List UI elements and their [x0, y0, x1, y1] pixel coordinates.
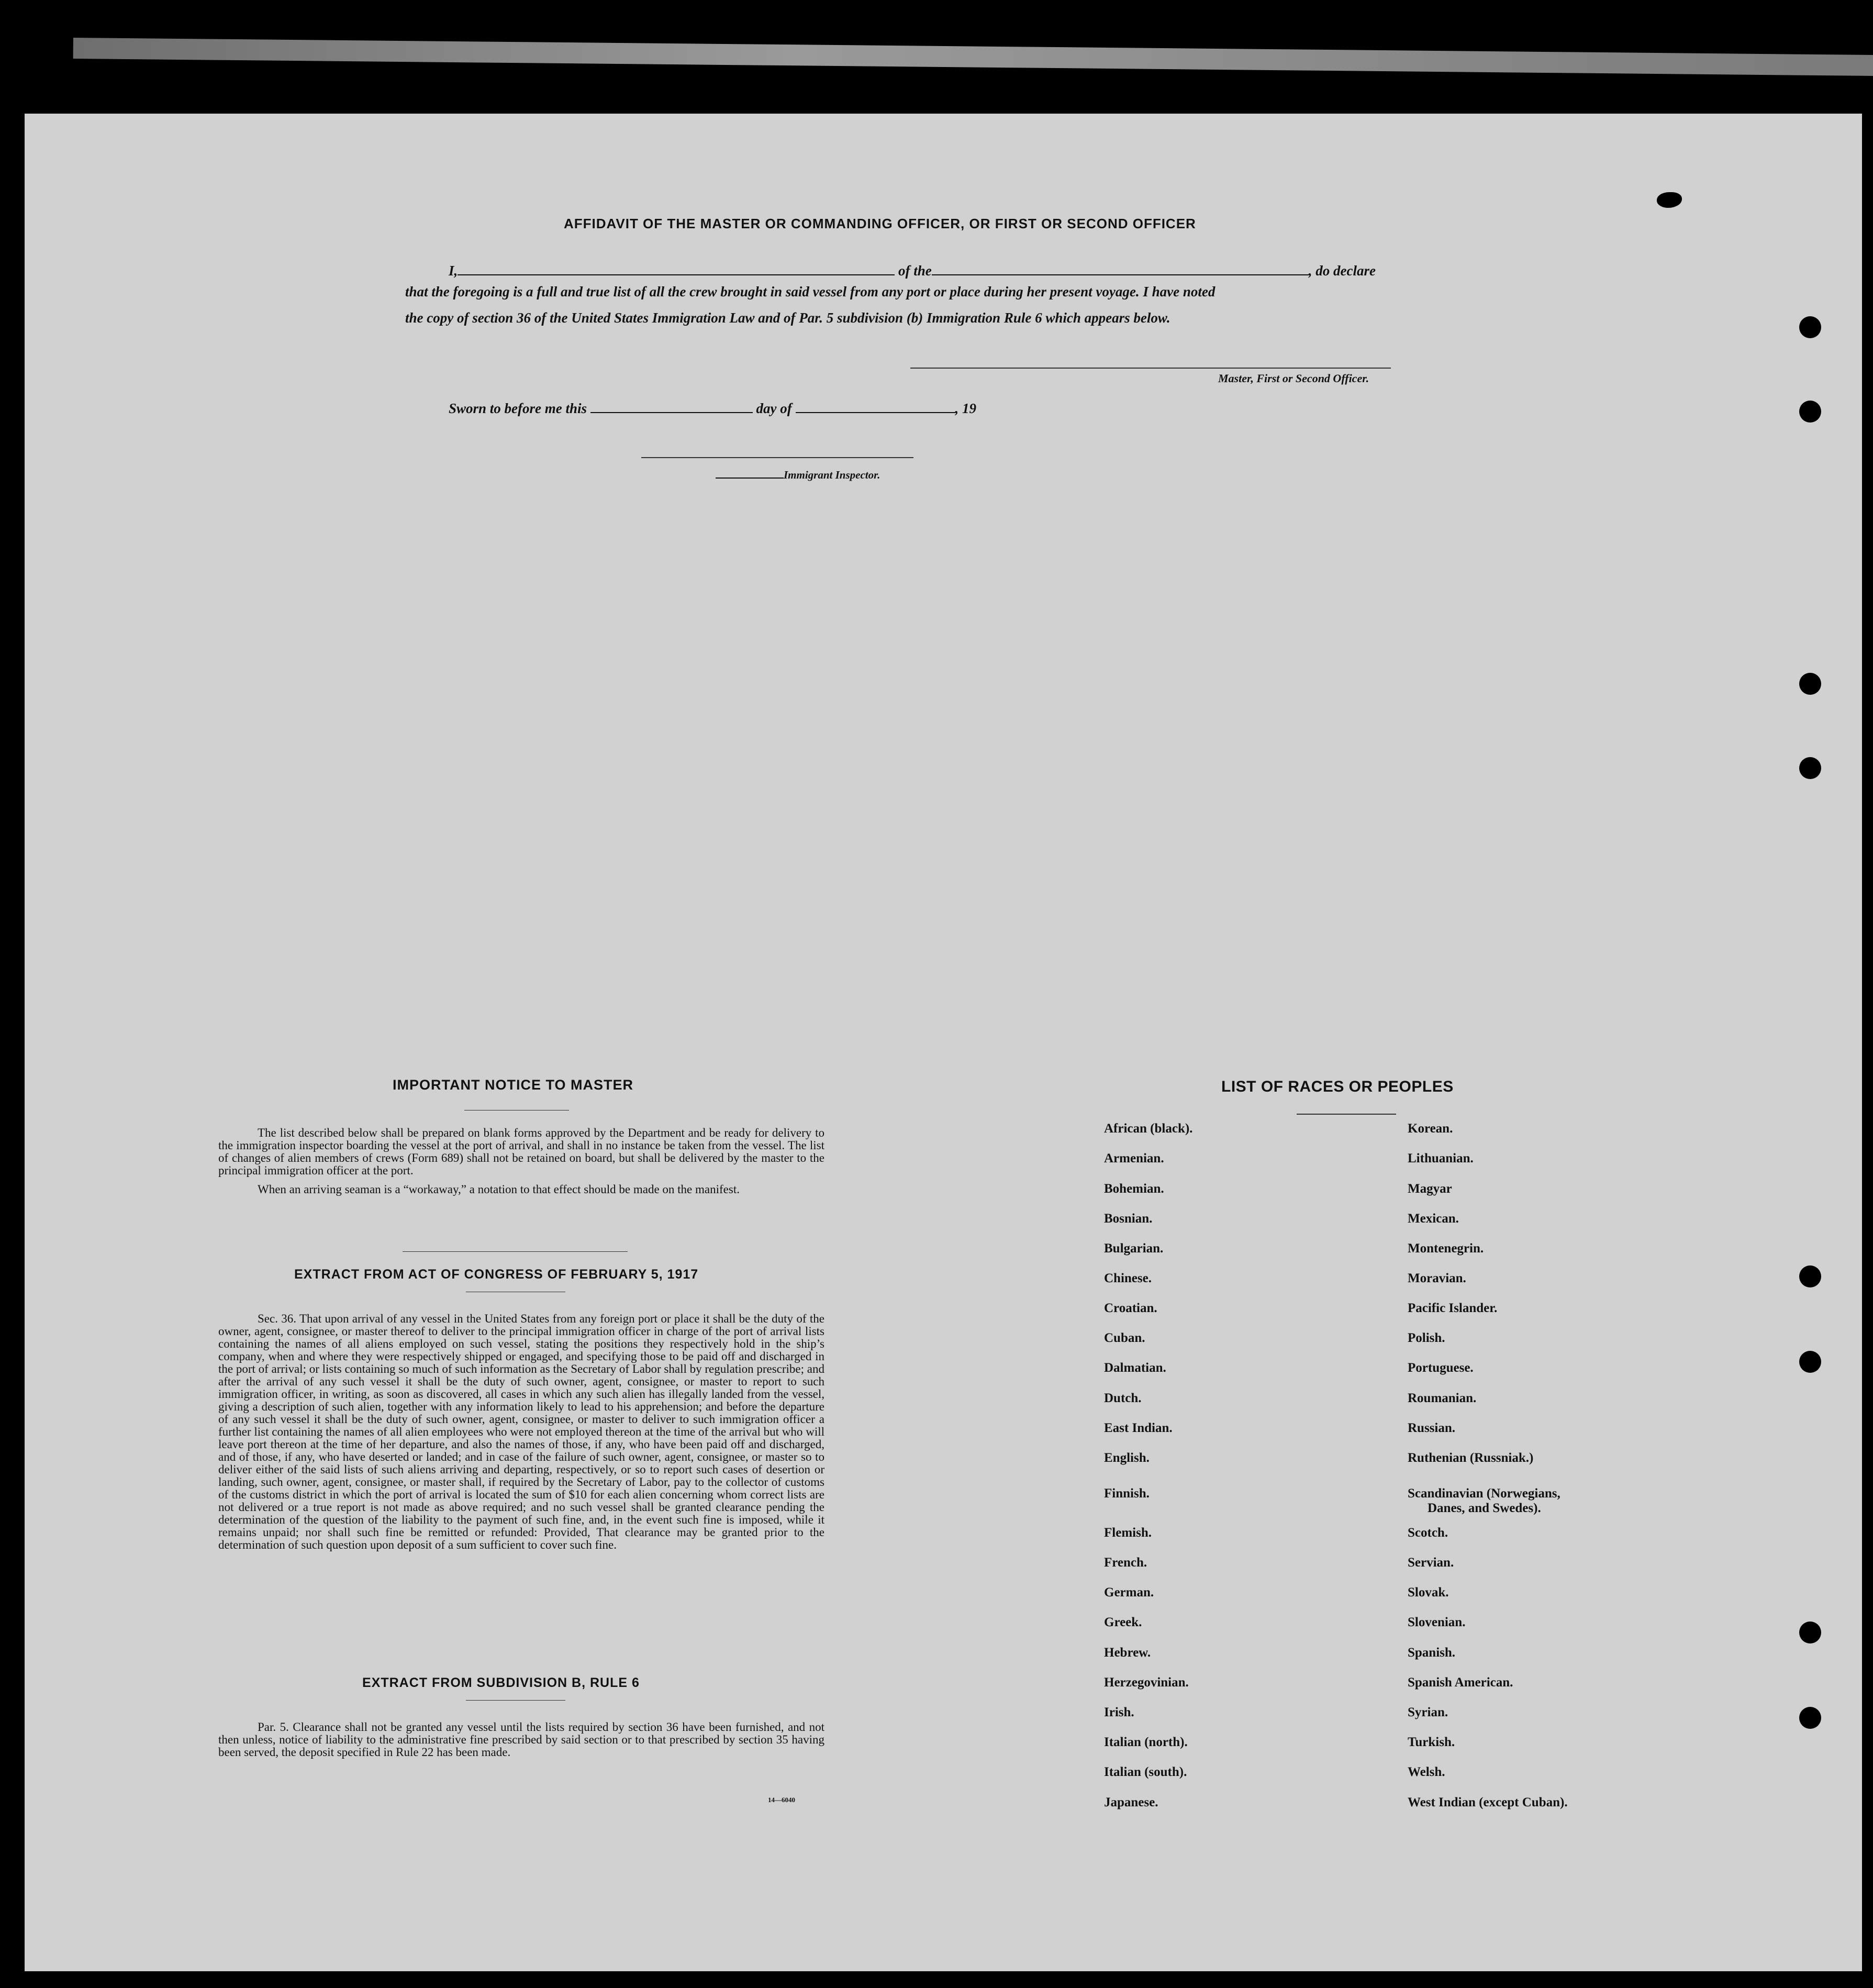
race-left-item: Irish. [1104, 1705, 1134, 1719]
i-label: I, [449, 263, 458, 279]
race-right-item: Russian. [1408, 1421, 1456, 1435]
notice-para-1: The list described below shall be prepared on blank forms approved by the Department and be ready for delivery to the immigration inspector boarding the vessel at the port of arrival, and shall in no instance be taken from the vessel. The list of changes of alien members of crews (Form 689) shall not be retained on board, but shall be delivered by the master to the principal immigration officer at the port. [218, 1126, 824, 1177]
name-blank[interactable] [458, 263, 895, 275]
punch-hole [1799, 1622, 1821, 1643]
race-left-item: Bosnian. [1104, 1212, 1153, 1226]
race-right-item: Montenegrin. [1408, 1241, 1484, 1256]
inspector-label-line [716, 469, 880, 482]
punch-hole [1799, 1265, 1821, 1287]
form-sheet [25, 114, 1862, 1971]
race-left-item: Greek. [1104, 1615, 1142, 1629]
act-divider-top [403, 1251, 628, 1252]
race-left-item: German. [1104, 1585, 1154, 1600]
race-right-item: Korean. [1408, 1121, 1453, 1136]
race-right-item: Spanish. [1408, 1646, 1456, 1660]
race-right-item: Turkish. [1408, 1735, 1455, 1749]
act-body [218, 1313, 824, 1551]
rule-body [218, 1721, 824, 1759]
race-right-item: Lithuanian. [1408, 1151, 1474, 1165]
notice-body [218, 1127, 824, 1196]
race-right-item: Scotch. [1408, 1526, 1448, 1540]
race-left-item: Dalmatian. [1104, 1361, 1166, 1375]
race-left-item: Japanese. [1104, 1795, 1158, 1809]
punch-hole [1799, 401, 1821, 423]
scan-edge [73, 38, 1873, 76]
affidavit-line-2: that the foregoing is a full and true list of all the crew brought in said vessel from any port or place during her present voyage. I have noted [405, 284, 1216, 299]
rule-title: EXTRACT FROM SUBDIVISION B, RULE 6 [362, 1675, 640, 1690]
notice-para-2: When an arriving seaman is a “workaway,” a notation to that effect should be made on the manifest. [258, 1183, 740, 1196]
punch-hole [1799, 757, 1821, 779]
punch-hole [1799, 673, 1821, 695]
race-left-item: English. [1104, 1451, 1150, 1465]
punch-hole [1799, 1707, 1821, 1729]
sworn-line [449, 401, 976, 417]
race-left-item: Hebrew. [1104, 1646, 1151, 1660]
punch-hole [1799, 316, 1821, 338]
race-right-item: Mexican. [1408, 1212, 1459, 1226]
race-left-item: Cuban. [1104, 1331, 1145, 1345]
race-right-item: Syrian. [1408, 1705, 1448, 1719]
affidavit-declaration-line [449, 263, 1376, 279]
race-right-item: Slovenian. [1408, 1615, 1466, 1629]
act-title: EXTRACT FROM ACT OF CONGRESS OF FEBRUARY 5, 1917 [294, 1267, 699, 1282]
race-left-item: Croatian. [1104, 1301, 1157, 1315]
sworn-month-blank[interactable] [796, 401, 955, 413]
races-divider [1297, 1114, 1396, 1115]
form-number: 14—6040 [768, 1796, 795, 1804]
rule-text: Par. 5. Clearance shall not be granted any vessel until the lists required by section 36 have been furnished, and not then unless, notice of liability to the administrative fine prescribed by said section or to that prescribed by section 35 having been served, the deposit specified in Rule 22 has been made. [218, 1720, 824, 1759]
affidavit-line-3: the copy of section 36 of the United States Immigration Law and of Par. 5 subdivision (b) Immigration Rule 6 which appears below. [405, 310, 1170, 326]
race-left-item: Italian (north). [1104, 1735, 1188, 1749]
race-right-item: Slovak. [1408, 1585, 1449, 1600]
race-right-item: Pacific Islander. [1408, 1301, 1498, 1315]
race-right-continuation: Danes, and Swedes). [1428, 1501, 1541, 1515]
race-left-item: African (black). [1104, 1121, 1193, 1136]
race-left-item: Flemish. [1104, 1526, 1152, 1540]
master-signature-line[interactable] [910, 368, 1391, 369]
do-declare-label: , do declare [1308, 263, 1376, 279]
race-left-item: Bohemian. [1104, 1182, 1164, 1196]
race-left-item: Armenian. [1104, 1151, 1164, 1165]
race-right-item: Magyar [1408, 1182, 1452, 1196]
race-left-item: Dutch. [1104, 1391, 1142, 1405]
notice-title: IMPORTANT NOTICE TO MASTER [393, 1077, 633, 1093]
master-signature-label: Master, First or Second Officer. [1218, 372, 1369, 385]
rule-divider [466, 1700, 565, 1701]
races-title: LIST OF RACES OR PEOPLES [1221, 1078, 1454, 1095]
race-right-item: West Indian (except Cuban). [1408, 1795, 1568, 1809]
race-right-item: Servian. [1408, 1556, 1454, 1570]
race-left-item: East Indian. [1104, 1421, 1173, 1435]
race-right-item: Polish. [1408, 1331, 1445, 1345]
affidavit-title: AFFIDAVIT OF THE MASTER OR COMMANDING OFFICER, OR FIRST OR SECOND OFFICER [564, 216, 1196, 231]
sworn-label: Sworn to before me this [449, 401, 587, 416]
race-right-item: Portuguese. [1408, 1361, 1474, 1375]
ink-blot [1657, 192, 1682, 208]
race-left-item: Bulgarian. [1104, 1241, 1164, 1256]
race-right-item: Ruthenian (Russniak.) [1408, 1451, 1534, 1465]
race-right-item: Scandinavian (Norwegians, [1408, 1486, 1560, 1501]
race-right-item: Spanish American. [1408, 1675, 1513, 1690]
vessel-blank[interactable] [932, 263, 1309, 275]
sworn-day-blank[interactable] [590, 401, 753, 413]
race-left-item: Italian (south). [1104, 1765, 1187, 1779]
race-right-item: Roumanian. [1408, 1391, 1477, 1405]
race-left-item: Finnish. [1104, 1486, 1150, 1501]
race-right-item: Welsh. [1408, 1765, 1445, 1779]
punch-hole [1799, 1351, 1821, 1373]
day-of-label: day of [756, 401, 792, 416]
race-right-item: Moravian. [1408, 1271, 1466, 1285]
race-left-item: Chinese. [1104, 1271, 1152, 1285]
year-label: , 19 [955, 401, 977, 416]
act-text: Sec. 36. That upon arrival of any vessel in the United States from any foreign port or place it shall be the duty of the owner, agent, consignee, or master thereof to deliver to the principal immigration officer in charge of the port of arrival lists containing the names of all aliens employed on such vessel, stating the positions they respectively hold in the ship’s company, when and where they were respectively shipped or engaged, and specifying those to be paid off and discharged in the port of arrival; or lists containing so much of such information as the Secretary of Labor shall by regulation prescribe; and after the arrival of any such vessel it shall be the duty of such owner, agent, consignee, or master to report to such immigration officer, in writing, as soon as discovered, all cases in which any such alien has illegally landed from the vessel, giving a description of such alien, together with any information likely to lead to his apprehension; and before the departure of any such vessel it shall be the duty of such owner, agent, consignee, or master to deliver to such immigration officer a further list containing the names of all alien employees who were not employed thereon at the time of the arrival but who will leave port thereon at the time of her departure, and also the names of those, if any, who have been paid off and discharged, and of those, if any, who have deserted or landed; and in case of the failure of such owner, agent, consignee, or master so to deliver either of the said lists of such aliens arriving and departing, respectively, or so to report such cases of desertion or landing, such owner, agent, consignee, or master shall, if required by the Secretary of Labor, pay to the collector of customs of the customs district in which the port of arrival is located the sum of $10 for each alien concerning whom correct lists are not delivered or a true report is not made as above required; and no such vessel shall be granted clearance pending the determination of the question of the liability to the payment of such fine, and, in the event such fine is imposed, while it remains unpaid; nor shall such fine be remitted or refunded: Provided, That clearance may be granted prior to the determination of such question upon deposit of a sum sufficient to cover such fine. [218, 1312, 824, 1551]
inspector-label: Immigrant Inspector. [784, 469, 880, 481]
race-left-item: Herzegovinian. [1104, 1675, 1189, 1690]
of-the-label: of the [898, 263, 932, 279]
race-left-item: French. [1104, 1556, 1147, 1570]
inspector-signature-line[interactable] [641, 457, 913, 458]
